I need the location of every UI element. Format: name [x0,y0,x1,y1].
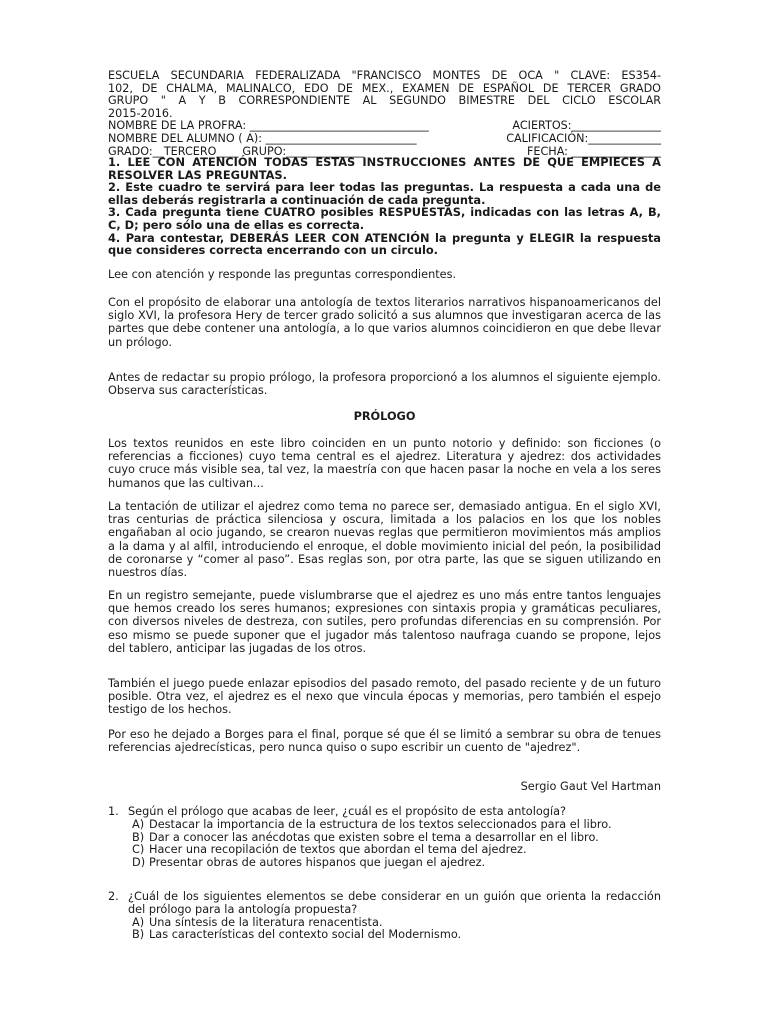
question-text: ¿Cuál de los siguientes elementos se debe considerar en un guión que orienta la redacción del prólogo para la antología propuesta? [128,890,661,916]
option-b[interactable] [108,929,661,942]
context-text: Con el propósito de elaborar una antología de textos literarios narrativos hispanoamericanos del siglo XVI, la profesora Hery de tercer grado solicitó a sus alumnos que investigaran acerca de las partes que debe contener una antología, a lo que varios alumnos coincidieron en que debe llevar un prólogo. [108,296,661,349]
header-line-1: ESCUELA SECUNDARIA FEDERALIZADA "FRANCISCO MONTES DE OCA " CLAVE: ES354- [108,69,661,82]
question-number: 2. [108,890,119,903]
student-name-field[interactable]: NOMBRE DEL ALUMNO ( A): ___________________________ [108,131,417,145]
student-row [108,133,661,146]
option-text: Una síntesis de la literatura renacentista. [149,915,383,929]
option-text: Hacer una recopilación de textos que abordan el tema del ajedrez. [149,843,527,857]
grade-group-field[interactable]: GRADO:__TERCERO____ GRUPO:______________ [108,144,365,158]
prologue-author: Sergio Gaut Vel Hartman [520,780,661,793]
teacher-name-field[interactable]: NOMBRE DE LA PROFRA: ________________________________ [108,119,429,133]
header-line-2: 102, DE CHALMA, MALINALCO, EDO DE MEX., EXAMEN DE ESPAÑOL DE TERCER GRADO [108,81,661,95]
question-2 [108,891,661,942]
question-number: 1. [108,805,119,818]
date-field[interactable]: FECHA: ________________ [526,144,661,158]
header-line-4: 2015-2016. [108,106,173,120]
example-intro: Antes de redactar su propio prólogo, la profesora proporcionó a los alumnos el siguiente ejemplo. Observa sus características. [108,371,661,398]
instruction-2: 2. Este cuadro te servirá para leer todas las preguntas. La respuesta a cada una de ellas deberás registrarla a continuación de cada pregunta. [108,180,661,207]
option-text: Las características del contexto social del Modernismo. [149,928,462,942]
option-a[interactable] [108,819,661,832]
option-d[interactable] [108,857,661,870]
prologue-paragraph-3: En un registro semejante, puede vislumbrarse que el ajedrez es uno más entre tantos lenguajes que hemos creado los seres humanos; expresiones con sintaxis propia y gramáticas peculiares, con diversos niveles de destreza, con sutiles, pero profundas diferencias en su comprensión. Por eso mismo se puede suponer que el jugador más talentoso naufraga cuando se propone, lejos del tablero, anticipar las jugadas de los otros. [108,589,661,655]
option-letter: A) [132,817,145,831]
prologue-paragraph-2: La tentación de utilizar el ajedrez como tema no parece ser, demasiado antigua. En el siglo XVI, tras centurias de práctica silenciosa y oscura, limitada a los palacios en los que los nobles engañaban al ocio jugando, se crearon nuevas reglas que permitieron movimientos más amplios a la dama y al alfil, introduciendo el enroque, el doble movimiento inicial del peón, la posibilidad de coronarse y “comer al paso”. Esas reglas son, por otra parte, las que se siguen utilizando en nuestros días. [108,500,661,580]
intro-text: Lee con atención y responde las preguntas correspondientes. [108,268,457,281]
instructions [108,156,661,257]
option-letter: B) [132,928,145,942]
option-text: Destacar la importancia de la estructura de los textos seleccionados para el libro. [149,817,612,831]
question-text: Según el prólogo que acabas de leer, ¿cuál es el propósito de esta antología? [128,805,566,818]
exam-header [108,70,661,158]
question-1 [108,806,661,870]
option-text: Presentar obras de autores hispanos que juegan el ajedrez. [149,856,486,870]
option-letter: B) [132,830,145,844]
grade-score-field[interactable]: CALIFICACIÓN:_____________ [506,131,661,145]
prologue-paragraph-4: También el juego puede enlazar episodios del pasado remoto, del pasado reciente y de un futuro posible. Otra vez, el ajedrez es el nexo que vincula épocas y memorias, pero también el espejo testigo de los hechos. [108,677,661,717]
option-letter: A) [132,915,145,929]
option-letter: D) [132,856,146,870]
header-line-3: GRUPO " A Y B CORRESPONDIENTE AL SEGUNDO BIMESTRE DEL CICLO ESCOLAR [108,94,661,108]
correct-answers-field[interactable]: ACIERTOS:________________ [512,119,661,133]
prologue-paragraph-1: Los textos reunidos en este libro coinciden en un punto notorio y definido: son ficciones (o referencias a ficciones) cuyo tema central es el ajedrez. Literatura y ajedrez: dos actividades cuyo cruce más visible sea, tal vez, la maestría con que hacen pasar la noche en vela a los seres humanos que las cultivan... [108,437,661,490]
option-letter: C) [132,843,145,857]
instruction-3: 3. Cada pregunta tiene CUATRO posibles RESPUESTAS, indicadas con las letras A, B, C, D; pero sólo una de ellas es correcta. [108,205,661,232]
instruction-4: 4. Para contestar, DEBERÁS LEER CON ATENCIÓN la pregunta y ELEGIR la respuesta que consideres correcta encerrando con un circulo. [108,230,661,258]
instruction-1: 1. LEE CON ATENCIÓN TODAS ESTAS INSTRUCCIONES ANTES DE QUE EMPIECES A RESOLVER LAS PREGUNTAS. [108,155,661,182]
option-text: Dar a conocer las anécdotas que existen sobre el tema a desarrollar en el libro. [149,830,599,844]
prologue-paragraph-5: Por eso he dejado a Borges para el final, porque sé que él se limitó a sembrar su obra de tenues referencias ajedrecísticas, pero nunca quiso o supo escribir un cuento de "ajedrez". [108,728,661,755]
prologue-title: PRÓLOGO [353,410,416,423]
